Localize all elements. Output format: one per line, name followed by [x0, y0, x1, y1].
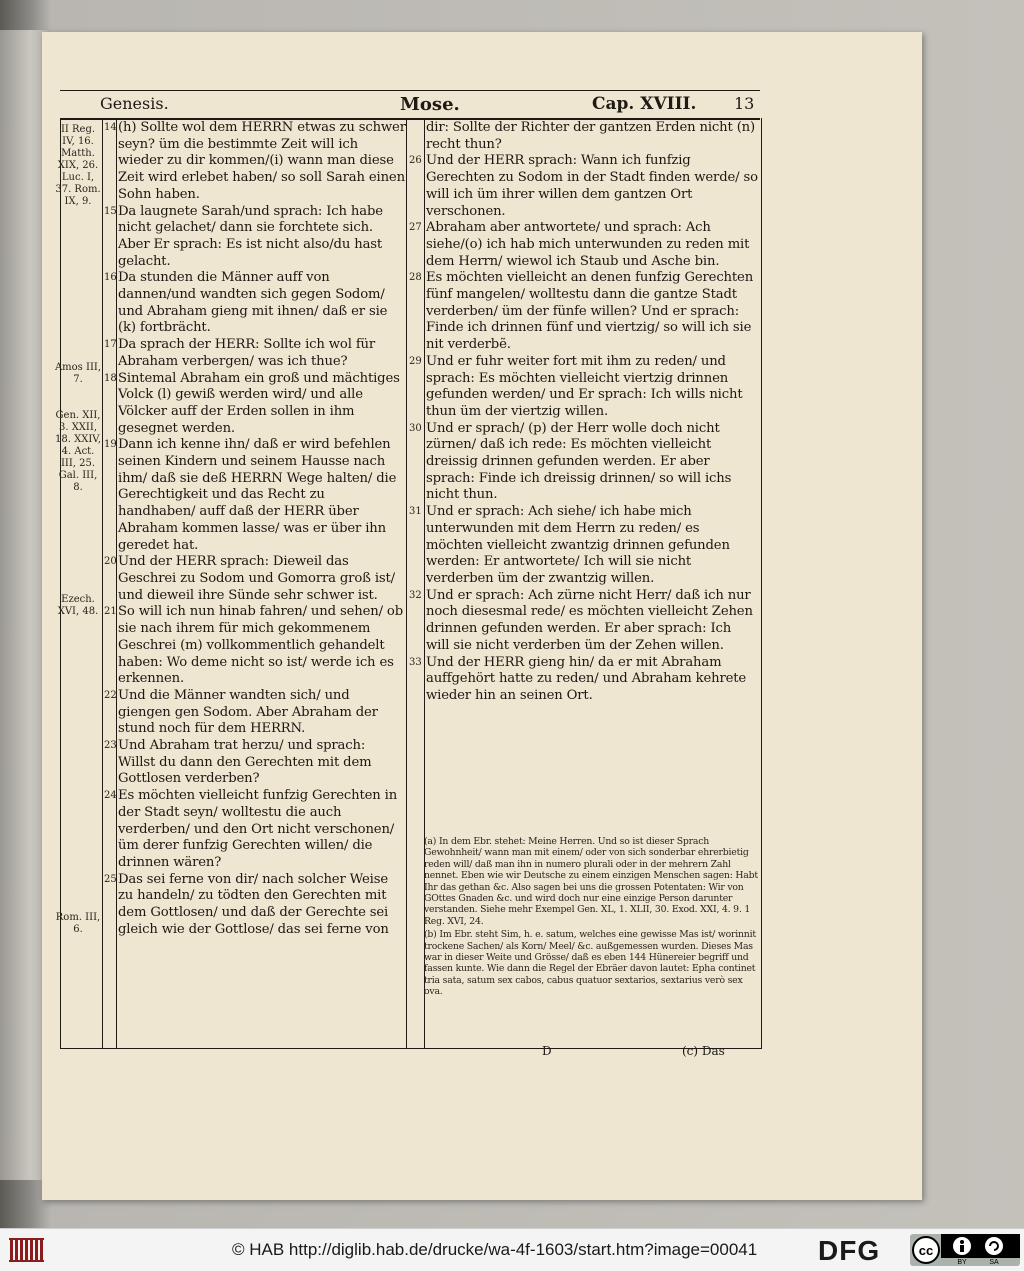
verse-number: 15 — [104, 206, 117, 217]
cc-by-sa-license-icon[interactable] — [910, 1234, 1020, 1266]
margin-note: Gen. XII, 3. XXII, 18. XXIV, 4. Act. III, 25. Gal. III, 8. — [55, 410, 101, 493]
svg-text:SA: SA — [989, 1259, 999, 1266]
verse: Sintemal Abraham ein groß und mächtiges Volck (l) gewiß werden wird/ und alle Völcker auff der Erden sollen in ihm gesegnet werden. — [118, 370, 400, 436]
verse: Es möchten vielleicht an denen funfzig Gerechten fünf mangelen/ wolltestu dann die gantze Stadt verderben/ üm der fünfe willen? Und er sprach: Finde ich drinnen fünf und viertzig/ so will ich sie nit verderbẽ. — [426, 270, 754, 353]
footnote: (b) Im Ebr. steht Sim, h. e. satum, welches eine gewisse Mas ist/ worinnit trockene Sachen/ als Korn/ Meel/ &c. außgemessen wurden. Dieses Mas war in dieser Weite und Grösse/ daß es eben 144 Hünereier begriff und fassen kunte. Wie dann die Regel der Ebräer davon lautet: Epha continet tria sata, satum sex cabos, cabus quatuor sextarios, sextarius verò sex ova. — [424, 929, 756, 998]
book-page — [42, 32, 922, 1200]
verse: Und er sprach: Ach siehe/ ich habe mich unterwunden mit dem Herrn zu reden/ es möchten vielleicht zwantzig drinnen gefunden werden: Er antwortete/ Ich will sie nicht verderben üm der zwantzig willen. — [426, 504, 730, 586]
margin-rule — [102, 118, 103, 1048]
verse: Und er sprach/ (p) der Herr wolle doch nicht zürnen/ daß ich rede: Es möchten vielleicht dreissig drinnen gefunden werden. Er aber sprach: Finde ich dreissig drinnen/ so will ichs nicht thun. — [426, 420, 732, 503]
verse: Da laugnete Sarah/und sprach: Ich habe nicht gelachet/ dann sie forchtete sich. Aber Er sprach: Es ist nicht also/du hast gelacht. — [118, 203, 383, 269]
viewer-footer — [0, 1228, 1024, 1271]
verse-number: 16 — [104, 272, 117, 283]
verse: (h) Sollte wol dem HERRN etwas zu schwer seyn? üm die bestimmte Zeit will ich wieder zu dir kommen/(i) wann man diese Zeit wird erlebet haben/ so soll Sarah einen Sohn haben. — [118, 120, 406, 202]
footnote: (a) In dem Ebr. stehet: Meine Herren. Und so ist dieser Sprach Gewohnheit/ wann man mit einem/ oder von sich sonderbar ehrerbietig reden will/ daß man ihn in numero plurali oder in der mehrern Zahl nennet. Eben wie wir Deutsche zu einem einzigen Menschen sagen: Habt Ihr das gethan &c. Also sagen bei uns die grossen Potentaten: Wir von GOttes Gnaden &c. und wird doch nur eine einzige Person darunter verstanden. Siehe mehr Exempel Gen. XL, 1. XLII, 30. Exod. XXI, 4. 9. 1 Reg. XVI, 24. — [424, 836, 758, 927]
verse: Und der HERR gieng hin/ da er mit Abraham auffgehört hatte zu reden/ und Abraham kehrete wieder hin an seinen Ort. — [426, 654, 747, 703]
verse-number: 30 — [409, 423, 422, 434]
signature-mark: D — [542, 1044, 552, 1058]
right-column — [426, 120, 758, 705]
dfg-logo: DFG — [818, 1235, 881, 1266]
verse: Das sei ferne von dir/ nach solcher Weise zu handeln/ zu tödten den Gerechten mit dem Gottlosen/ und daß der Gerechte sei gleich wie der Gottlose/ das sei ferne von — [118, 871, 389, 937]
left-column — [118, 120, 406, 938]
verse-number: 25 — [104, 874, 117, 885]
verse-number: 27 — [409, 222, 422, 233]
verse-number-rule-left — [116, 118, 117, 1048]
verse-number: 28 — [409, 272, 422, 283]
verse: Dann ich kenne ihn/ daß er wird befehlen seinen Kindern und seinem Hausse nach ihm/ daß sie deß HERRN Wege halten/ die Gerechtigkeit und das Recht zu handhaben/ auff daß der HERR über Abraham kommen lasse/ was er über ihn geredet hat. — [118, 437, 397, 553]
margin-note: Ezech. XVI, 48. — [57, 594, 99, 617]
column-divider — [406, 118, 407, 1048]
svg-text:cc: cc — [918, 1243, 934, 1258]
verse: Und der HERR sprach: Dieweil das Geschrei zu Sodom und Gomorra groß ist/ und dieweil ihre Sünde sehr schwer ist. — [118, 554, 395, 603]
verse: So will ich nun hinab fahren/ und sehen/ ob sie nach ihrem für mich gekommenem Geschrei (m) vollkommentlich gehandelt haben: Wo deme nicht so ist/ werde ich es erkennen. — [118, 604, 403, 687]
verse-number: 17 — [104, 339, 117, 350]
verse-number: 24 — [104, 790, 117, 801]
verse-number: 26 — [409, 155, 422, 166]
running-header — [60, 90, 760, 120]
verse: Abraham aber antwortete/ und sprach: Ach siehe/(o) ich hab mich unterwunden zu reden mit dem Herrn/ wiewol ich Staub und Asche bin. — [426, 220, 750, 269]
verse: Da sprach der HERR: Sollte ich wol für Abraham verbergen/ was ich thue? — [118, 337, 376, 369]
verse: Und die Männer wandten sich/ und giengen gen Sodom. Aber Abraham der stund noch für dem HERRN. — [118, 687, 378, 737]
verse: Da stunden die Männer auff von dannen/und wandten sich gegen Sodom/ und Abraham gieng mit ihnen/ daß er sie (k) fortbrächt. — [118, 270, 388, 336]
verse-number: 29 — [409, 356, 422, 367]
verse-number: 19 — [104, 439, 117, 450]
verse-number: 22 — [104, 690, 117, 701]
verse-number: 31 — [409, 506, 422, 517]
header-chapter: Cap. XVIII. — [592, 94, 697, 114]
verse-number: 20 — [104, 556, 117, 567]
header-title: Mose. — [400, 94, 460, 115]
verse: Es möchten vielleicht funfzig Gerechten in der Stadt seyn/ wolltestu die auch verderben/ und den Ort nicht verschonen/ üm derer funfzig Gerechten willen/ die drinnen wären? — [118, 788, 398, 870]
verse-number: 18 — [104, 373, 117, 384]
verse-number: 32 — [409, 590, 422, 601]
footnotes — [424, 836, 760, 998]
hab-logo-icon — [8, 1236, 48, 1264]
header-book: Genesis. — [100, 94, 169, 113]
verse-number: 21 — [104, 606, 117, 617]
verse-number: 33 — [409, 657, 422, 668]
svg-text:BY: BY — [957, 1259, 967, 1266]
margin-note: Rom. III, 6. — [55, 912, 101, 935]
verse: Und er sprach: Ach zürne nicht Herr/ daß ich nur noch diesesmal rede/ es möchten vielleicht Zehen drinnen gefunden werden. Er aber sprach: Ich will sie nicht verderben üm der Zehen willen. — [426, 587, 753, 653]
margin-note: Amos III, 7. — [54, 362, 102, 385]
catchword: (c) Das — [682, 1044, 725, 1058]
copyright-link[interactable]: © HAB http://diglib.hab.de/drucke/wa-4f-1603/start.htm?image=00041 — [232, 1240, 758, 1259]
page-number: 13 — [734, 94, 755, 113]
verse: Und er fuhr weiter fort mit ihm zu reden/ und sprach: Es möchten vielleicht viertzig drinnen gefunden werden/ und Er sprach: Ich wills nicht thun üm der viertzig willen. — [426, 353, 743, 419]
verse: Und Abraham trat herzu/ und sprach: Willst du dann den Gerechten mit dem Gottlosen verderben? — [118, 738, 372, 787]
verse-number: 23 — [104, 740, 117, 751]
verse-number: 14 — [104, 122, 117, 133]
margin-note: II Reg. IV, 16. Matth. XIX, 26. Luc. I, 37. Rom. IX, 9. — [55, 124, 101, 207]
verse: Und der HERR sprach: Wann ich funfzig Gerechten zu Sodom in der Stadt finden werde/ so will ich üm ihrer willen dem gantzen Ort verschonen. — [426, 153, 758, 219]
verse: dir: Sollte der Richter der gantzen Erden nicht (n) recht thun? — [426, 120, 756, 152]
